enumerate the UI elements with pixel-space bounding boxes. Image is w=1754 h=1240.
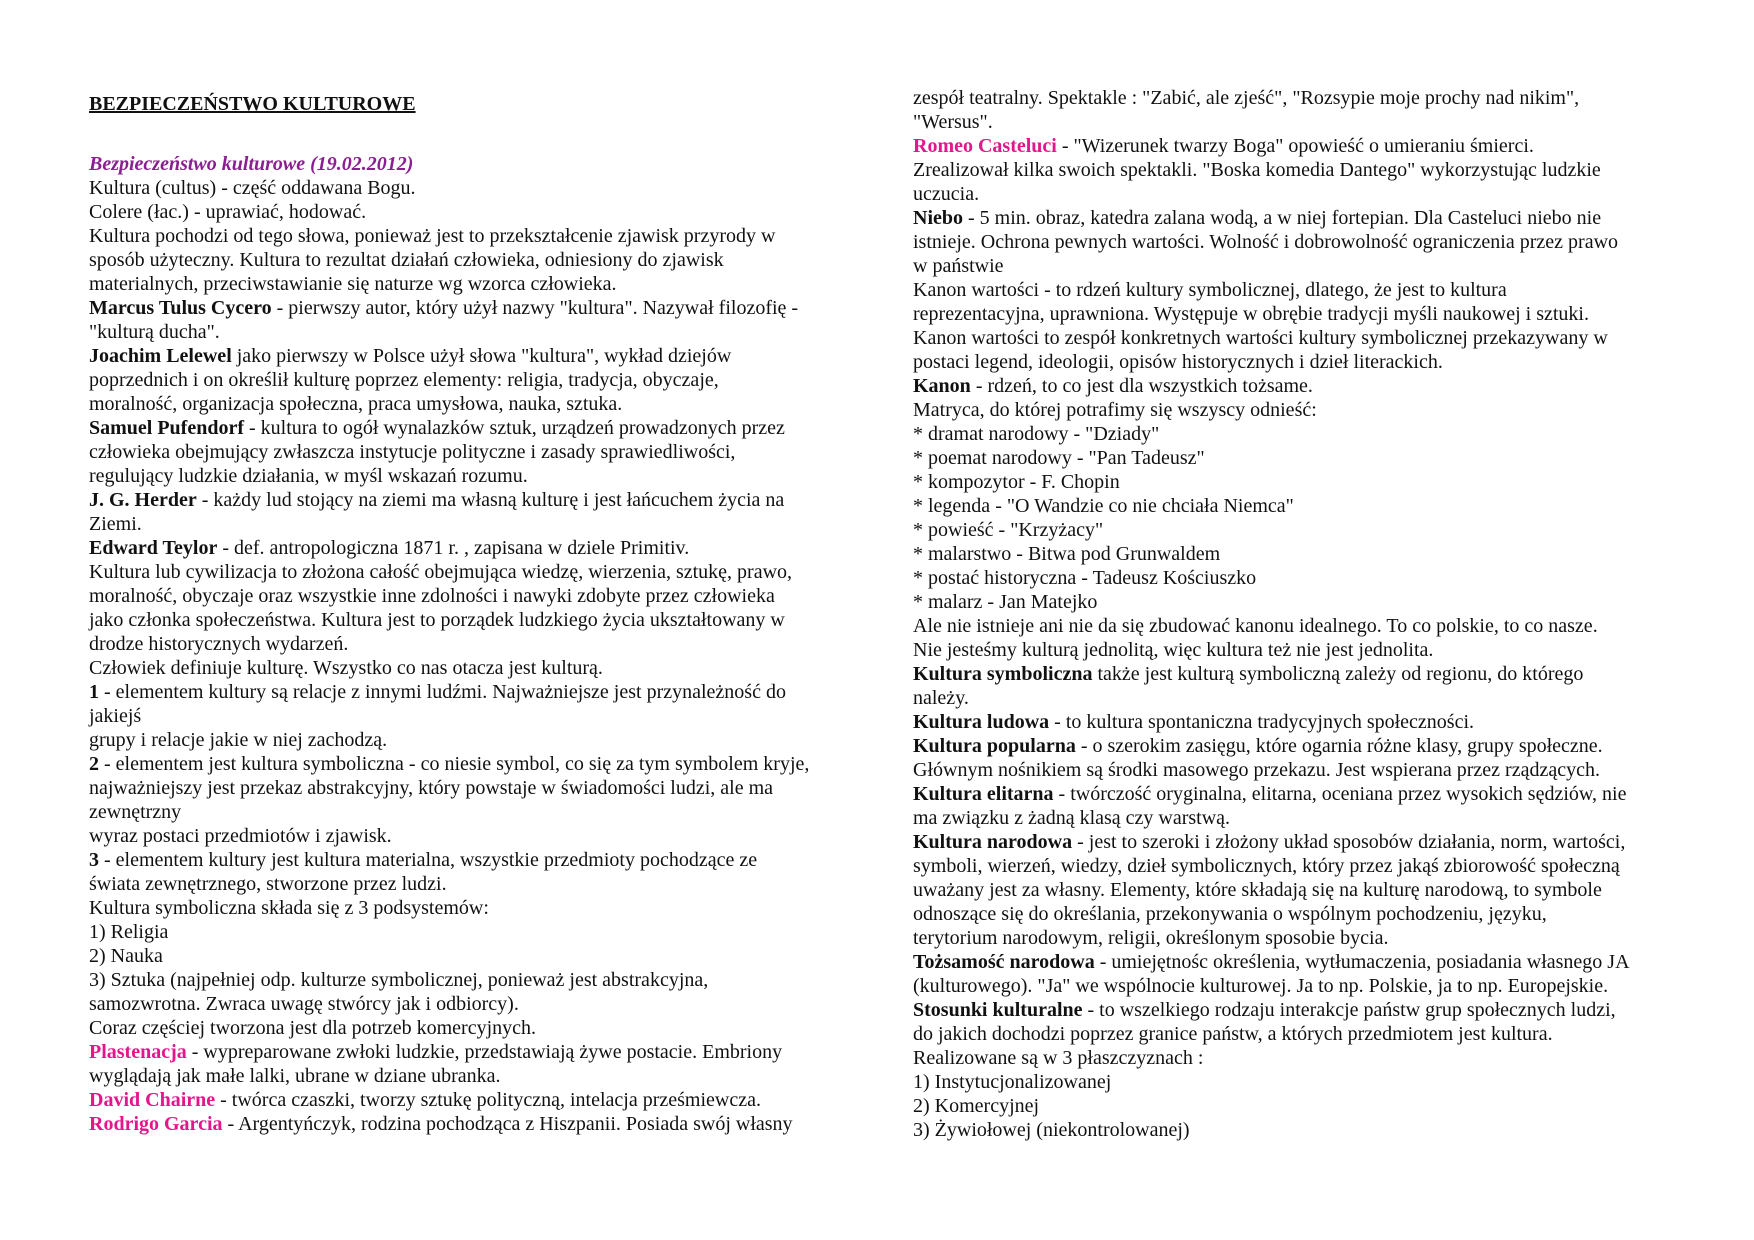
text-line: zewnętrzny (89, 801, 182, 823)
definition-text: - twórczość oryginalna, elitarna, oceniana przez wysokich sędziów, nie (1053, 783, 1627, 805)
text-line (89, 1088, 859, 1112)
term-rodrigo-garcia: Rodrigo Garcia (89, 1113, 223, 1135)
definition-text: - każdy lud stojący na ziemi ma własną kulturę i jest łańcuchem życia na (196, 489, 785, 511)
definition-text: - elementem kultury są relacje z innymi ludźmi. Najważniejsze jest przynależność do (99, 681, 786, 703)
text-line (89, 416, 859, 440)
term-herder: J. G. Herder (89, 489, 197, 511)
text-line: Zrealizował kilka swoich spektakli. "Boska komedia Dantego" wykorzystując ludzkie (913, 159, 1601, 181)
text-line: wyglądają jak małe lalki, ubrane w dziane ubranka. (89, 1065, 501, 1087)
text-line: wyraz postaci przedmiotów i zjawisk. (89, 825, 392, 847)
text-line: regulujący ludzkie działania, w myśl wskazań rozumu. (89, 465, 528, 487)
text-line (89, 1112, 859, 1136)
term-kultura-ludowa: Kultura ludowa (913, 711, 1050, 733)
text-line: sposób użyteczny. Kultura to rezultat działań człowieka, odniesiony do zjawisk (89, 249, 724, 271)
text-line (89, 680, 859, 704)
list-item: * kompozytor - F. Chopin (913, 471, 1120, 493)
definition-text: - rdzeń, to co jest dla wszystkich tożsame. (970, 375, 1313, 397)
text-line (89, 752, 859, 776)
term-plastenacja: Plastenacja (89, 1041, 187, 1063)
text-line (89, 848, 859, 872)
right-column (913, 86, 1673, 1142)
text-line: odnoszące się do określania, przekonywania o wspólnym pochodzeniu, języku, (913, 903, 1547, 925)
text-line (913, 662, 1673, 686)
text-line: jakiejś (89, 705, 142, 727)
term-pufendorf: Samuel Pufendorf (89, 417, 244, 439)
text-line (913, 734, 1673, 758)
text-line: symboli, wierzeń, wiedzy, dzieł symbolicznych, który przez jakąś zbiorowość społeczną (913, 855, 1620, 877)
definition-text: - kultura to ogół wynalazków sztuk, urządzeń prowadzonych przez (244, 417, 785, 439)
text-line: materialnych, przeciwstawianie się naturze wg wzorca człowieka. (89, 273, 617, 295)
definition-text: - o szerokim zasięgu, które ogarnia różne klasy, grupy społeczne. (1075, 735, 1603, 757)
definition-text: - umiejętnośc określenia, wytłumaczenia, posiadania własnego JA (1094, 951, 1630, 973)
text-line: "kulturą ducha". (89, 321, 220, 343)
left-column (89, 92, 859, 1136)
text-line: Realizowane są w 3 płaszczyznach : (913, 1047, 1204, 1069)
definition-text: - Argentyńczyk, rodzina pochodząca z Hiszpanii. Posiada swój własny (222, 1113, 793, 1135)
text-line: Ale nie istnieje ani nie da się zbudować kanonu idealnego. To co polskie, to co nasze. (913, 615, 1598, 637)
term-romeo-casteluci: Romeo Casteluci (913, 135, 1057, 157)
list-item: * poemat narodowy - "Pan Tadeusz" (913, 447, 1205, 469)
text-line: Ziemi. (89, 513, 142, 535)
page-title: BEZPIECZEŃSTWO KULTUROWE (89, 93, 416, 115)
definition-text: także jest kulturą symboliczną zależy od regionu, do którego (1092, 663, 1584, 685)
text-line (913, 710, 1673, 734)
list-item: 1) Religia (89, 921, 169, 943)
definition-text: - wypreparowane zwłoki ludzkie, przedstawiają żywe postacie. Embriony (186, 1041, 783, 1063)
text-line (913, 374, 1673, 398)
text-line: ma związku z żadną klasą czy warstwą. (913, 807, 1231, 829)
text-line (913, 782, 1673, 806)
text-line: istnieje. Ochrona pewnych wartości. Wolność i dobrowolność ograniczenia przez prawo (913, 231, 1619, 253)
list-item: 1) Instytucjonalizowanej (913, 1071, 1112, 1093)
term-kultura-popularna: Kultura popularna (913, 735, 1076, 757)
text-line: moralność, obyczaje oraz wszystkie inne zdolności i nawyki zdobyte przez człowieka (89, 585, 775, 607)
list-item: 3) Żywiołowej (niekontrolowanej) (913, 1119, 1190, 1141)
term-kultura-narodowa: Kultura narodowa (913, 831, 1073, 853)
text-line: należy. (913, 687, 969, 709)
text-line: (kulturowego). "Ja" we wspólnocie kulturowej. Ja to np. Polskie, ja to np. Europejskie. (913, 975, 1609, 997)
definition-text: - elementem kultury jest kultura materialna, wszystkie przedmioty pochodzące ze (99, 849, 758, 871)
text-line: człowieka obejmujący zwłaszcza instytucje polityczne i zasady sprawiedliwości, (89, 441, 736, 463)
text-line (913, 950, 1673, 974)
list-item: 2) Nauka (89, 945, 163, 967)
text-line: uczucia. (913, 183, 980, 205)
list-item: * malarz - Jan Matejko (913, 591, 1098, 613)
text-line: najważniejszy jest przekaz abstrakcyjny, który powstaje w świadomości ludzi, ale ma (89, 777, 774, 799)
list-item: * malarstwo - Bitwa pod Grunwaldem (913, 543, 1221, 565)
term-kultura-symboliczna: Kultura symboliczna (913, 663, 1093, 685)
list-item: * legenda - "O Wandzie co nie chciała Niemca" (913, 495, 1294, 517)
term-kanon: Kanon (913, 375, 971, 397)
term-tozsamosc-narodowa: Tożsamość narodowa (913, 951, 1095, 973)
definition-text: - 5 min. obraz, katedra zalana wodą, a w niej fortepian. Dla Casteluci niebo nie (963, 207, 1602, 229)
text-line (89, 344, 859, 368)
definition-text: - "Wizerunek twarzy Boga" opowieść o umieraniu śmierci. (1056, 135, 1534, 157)
section-subtitle: Bezpieczeństwo kulturowe (19.02.2012) (89, 153, 414, 175)
text-line (913, 134, 1673, 158)
term-lelewel: Joachim Lelewel (89, 345, 232, 367)
text-line: Colere (łac.) - uprawiać, hodować. (89, 201, 367, 223)
text-line: Kanon wartości to zespół konkretnych wartości kultury symbolicznej przekazywany w (913, 327, 1608, 349)
definition-text: - to wszelkiego rodzaju interakcje państw grup społecznych ludzi, (1082, 999, 1616, 1021)
text-line: moralność, organizacja społeczna, praca umysłowa, nauka, sztuka. (89, 393, 623, 415)
text-line: w państwie (913, 255, 1004, 277)
text-line: Nie jesteśmy kulturą jednolitą, więc kultura też nie jest jednolita. (913, 639, 1434, 661)
text-line (89, 1040, 859, 1064)
text-line: samozwrotna. Zwraca uwagę stwórcy jak i odbiorcy). (89, 993, 519, 1015)
text-line (913, 998, 1673, 1022)
text-line: Kultura pochodzi od tego słowa, ponieważ jest to przekształcenie zjawisk przyrody w (89, 225, 776, 247)
definition-text: - pierwszy autor, który użył nazwy "kultura". Nazywał filozofię - (271, 297, 799, 319)
text-line (913, 206, 1673, 230)
text-line: postaci legend, ideologii, opisów historycznych i dzieł literackich. (913, 351, 1443, 373)
definition-text: - elementem jest kultura symboliczna - co niesie symbol, co się za tym symbolem kryje, (99, 753, 810, 775)
definition-text: - jest to szeroki i złożony układ sposobów działania, norm, wartości, (1072, 831, 1626, 853)
definition-text: - to kultura spontaniczna tradycyjnych społeczności. (1049, 711, 1475, 733)
list-item: * powieść - "Krzyżacy" (913, 519, 1104, 541)
term-stosunki-kulturalne: Stosunki kulturalne (913, 999, 1083, 1021)
text-line: Matryca, do której potrafimy się wszyscy odnieść: (913, 399, 1317, 421)
text-line: Kultura (cultus) - część oddawana Bogu. (89, 177, 416, 199)
element-number: 2 (89, 753, 99, 775)
text-line: świata zewnętrznego, stworzone przez ludzi. (89, 873, 447, 895)
text-line: Kanon wartości - to rdzeń kultury symbolicznej, dlatego, że jest to kultura (913, 279, 1507, 301)
text-line: do jakich dochodzi poprzez granice państw, a których przedmiotem jest kultura. (913, 1023, 1553, 1045)
text-line (89, 296, 859, 320)
text-line: grupy i relacje jakie w niej zachodzą. (89, 729, 388, 751)
text-line (89, 488, 859, 512)
term-teylor: Edward Teylor (89, 537, 218, 559)
list-item: 3) Sztuka (najpełniej odp. kulturze symbolicznej, ponieważ jest abstrakcyjna, (89, 969, 709, 991)
text-line: zespół teatralny. Spektakle : "Zabić, ale zjeść", "Rozsypie moje prochy nad nikim", (913, 87, 1580, 109)
list-item: 2) Komercyjnej (913, 1095, 1040, 1117)
term-cycero: Marcus Tulus Cycero (89, 297, 272, 319)
text-line: poprzednich i on określił kulturę poprzez elementy: religia, tradycja, obyczaje, (89, 369, 719, 391)
title-gap (89, 116, 859, 152)
list-item: * dramat narodowy - "Dziady" (913, 423, 1160, 445)
element-number: 1 (89, 681, 99, 703)
text-line: terytorium narodowym, religii, określonym sposobie bycia. (913, 927, 1389, 949)
text-line: Głównym nośnikiem są środki masowego przekazu. Jest wspierana przez rządzących. (913, 759, 1600, 781)
text-line (89, 536, 859, 560)
element-number: 3 (89, 849, 99, 871)
text-line: Kultura lub cywilizacja to złożona całość obejmująca wiedzę, wierzenia, sztukę, prawo, (89, 561, 793, 583)
text-line: jako członka społeczeństwa. Kultura jest to porządek ludzkiego życia ukształtowany w (89, 609, 785, 631)
text-line: reprezentacyjna, uprawniona. Występuje w obrębie tradycji myśli naukowej i sztuki. (913, 303, 1589, 325)
term-niebo: Niebo (913, 207, 963, 229)
term-kultura-elitarna: Kultura elitarna (913, 783, 1054, 805)
text-line: Kultura symboliczna składa się z 3 podsystemów: (89, 897, 489, 919)
text-line: Coraz częściej tworzona jest dla potrzeb komercyjnych. (89, 1017, 537, 1039)
definition-text: - def. antropologiczna 1871 r. , zapisana w dziele Primitiv. (217, 537, 690, 559)
definition-text: jako pierwszy w Polsce użył słowa "kultura", wykład dziejów (231, 345, 732, 367)
text-line: "Wersus". (913, 111, 993, 133)
text-line: Człowiek definiuje kulturę. Wszystko co nas otacza jest kulturą. (89, 657, 603, 679)
text-line: uważany jest za własny. Elementy, które składają się na kulturę narodową, to symbole (913, 879, 1602, 901)
term-david-chairne: David Chairne (89, 1089, 216, 1111)
list-item: * postać historyczna - Tadeusz Kościuszko (913, 567, 1257, 589)
text-line: drodze historycznych wydarzeń. (89, 633, 349, 655)
definition-text: - twórca czaszki, tworzy sztukę polityczną, intelacja prześmiewcza. (215, 1089, 761, 1111)
text-line (913, 830, 1673, 854)
